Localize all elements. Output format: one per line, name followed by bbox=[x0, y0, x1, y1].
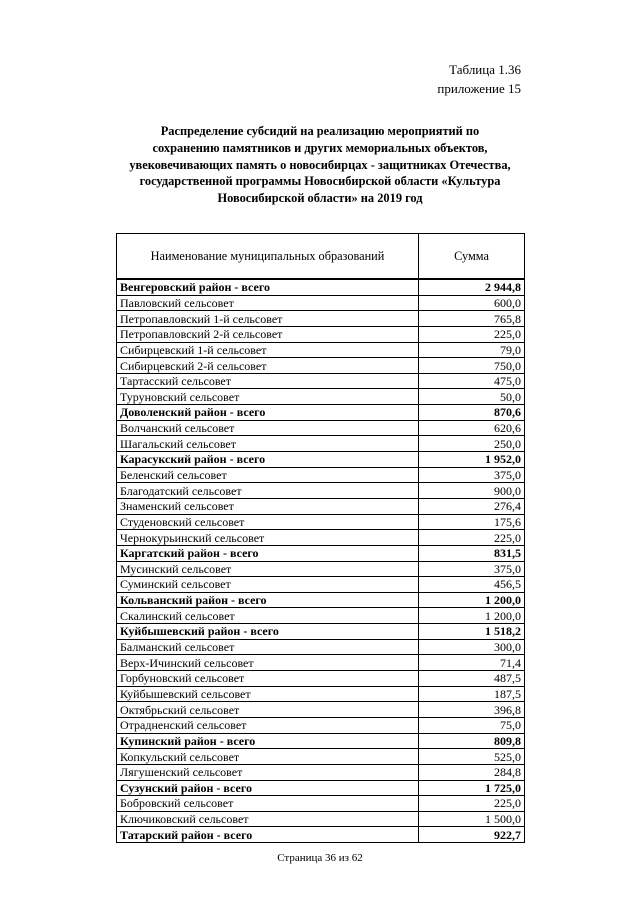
table-row bbox=[117, 295, 525, 311]
subsidy-amount: 79,0 bbox=[419, 342, 525, 358]
subsidy-amount: 300,0 bbox=[419, 639, 525, 655]
municipality-name: Горбуновский сельсовет bbox=[117, 671, 419, 687]
municipality-name: Бобровский сельсовет bbox=[117, 796, 419, 812]
subsidy-amount: 2 944,8 bbox=[419, 279, 525, 295]
subsidy-amount: 525,0 bbox=[419, 749, 525, 765]
municipality-name: Чернокурьинский сельсовет bbox=[117, 530, 419, 546]
subsidy-amount: 1 725,0 bbox=[419, 780, 525, 796]
table-row bbox=[117, 717, 525, 733]
table-row bbox=[117, 671, 525, 687]
municipality-name: Лягушенский сельсовет bbox=[117, 764, 419, 780]
subsidy-amount: 900,0 bbox=[419, 483, 525, 499]
table-row bbox=[117, 436, 525, 452]
municipality-name: Знаменский сельсовет bbox=[117, 498, 419, 514]
municipality-name: Петропавловский 1-й сельсовет bbox=[117, 311, 419, 327]
municipality-name: Суминский сельсовет bbox=[117, 577, 419, 593]
subsidy-amount: 225,0 bbox=[419, 530, 525, 546]
municipality-name: Сибирцевский 1-й сельсовет bbox=[117, 342, 419, 358]
municipality-name: Татарский район - всего bbox=[117, 827, 419, 843]
municipality-name: Волчанский сельсовет bbox=[117, 420, 419, 436]
subsidy-amount: 1 200,0 bbox=[419, 592, 525, 608]
subsidy-amount: 225,0 bbox=[419, 796, 525, 812]
municipality-name: Ключиковский сельсовет bbox=[117, 811, 419, 827]
subsidy-amount: 620,6 bbox=[419, 420, 525, 436]
document-title bbox=[100, 123, 540, 207]
title-line: Распределение субсидий на реализацию мероприятий по bbox=[160, 124, 480, 138]
subsidy-amount: 870,6 bbox=[419, 405, 525, 421]
table-row bbox=[117, 702, 525, 718]
subsidy-amount: 765,8 bbox=[419, 311, 525, 327]
table-row bbox=[117, 764, 525, 780]
municipality-name: Скалинский сельсовет bbox=[117, 608, 419, 624]
district-total-row bbox=[117, 592, 525, 608]
table-row bbox=[117, 608, 525, 624]
municipality-name: Благодатский сельсовет bbox=[117, 483, 419, 499]
table-row bbox=[117, 561, 525, 577]
subsidy-amount: 809,8 bbox=[419, 733, 525, 749]
municipality-name: Мусинский сельсовет bbox=[117, 561, 419, 577]
page-footer: Страница 36 из 62 bbox=[277, 852, 363, 864]
municipality-name: Кольванский район - всего bbox=[117, 592, 419, 608]
title-line: сохранению памятников и других мемориальных объектов, bbox=[152, 140, 488, 155]
municipality-name: Октябрьский сельсовет bbox=[117, 702, 419, 718]
subsidy-amount: 50,0 bbox=[419, 389, 525, 405]
subsidy-amount: 1 200,0 bbox=[419, 608, 525, 624]
subsidy-amount: 276,4 bbox=[419, 498, 525, 514]
district-total-row bbox=[117, 279, 525, 295]
municipality-name: Отрадненский сельсовет bbox=[117, 717, 419, 733]
district-total-row bbox=[117, 452, 525, 468]
appendix-label: приложение 15 bbox=[437, 81, 521, 96]
subsidy-amount: 396,8 bbox=[419, 702, 525, 718]
table-row bbox=[117, 655, 525, 671]
subsidy-amount: 187,5 bbox=[419, 686, 525, 702]
subsidy-amount: 487,5 bbox=[419, 671, 525, 687]
subsidy-amount: 1 518,2 bbox=[419, 624, 525, 640]
table-row bbox=[117, 514, 525, 530]
table-row bbox=[117, 639, 525, 655]
subsidy-amount: 375,0 bbox=[419, 561, 525, 577]
column-header-sum: Сумма bbox=[419, 234, 525, 280]
table-row bbox=[117, 686, 525, 702]
subsidy-amount: 71,4 bbox=[419, 655, 525, 671]
subsidy-amount: 750,0 bbox=[419, 358, 525, 374]
district-total-row bbox=[117, 780, 525, 796]
subsidy-amount: 831,5 bbox=[419, 545, 525, 561]
municipality-name: Сибирцевский 2-й сельсовет bbox=[117, 358, 419, 374]
subsidy-table bbox=[116, 233, 525, 843]
table-row bbox=[117, 389, 525, 405]
subsidy-amount: 1 952,0 bbox=[419, 452, 525, 468]
subsidy-amount: 225,0 bbox=[419, 326, 525, 342]
municipality-name: Туруновский сельсовет bbox=[117, 389, 419, 405]
municipality-name: Купинский район - всего bbox=[117, 733, 419, 749]
district-total-row bbox=[117, 405, 525, 421]
municipality-name: Павловский сельсовет bbox=[117, 295, 419, 311]
municipality-name: Каргатский район - всего bbox=[117, 545, 419, 561]
municipality-name: Куйбышевский сельсовет bbox=[117, 686, 419, 702]
municipality-name: Студеновский сельсовет bbox=[117, 514, 419, 530]
subsidy-amount: 75,0 bbox=[419, 717, 525, 733]
table-row bbox=[117, 358, 525, 374]
column-header-name: Наименование муниципальных образований bbox=[117, 234, 419, 280]
municipality-name: Доволенский район - всего bbox=[117, 405, 419, 421]
municipality-name: Шагальский сельсовет bbox=[117, 436, 419, 452]
municipality-name: Балманский сельсовет bbox=[117, 639, 419, 655]
subsidy-amount: 1 500,0 bbox=[419, 811, 525, 827]
subsidy-amount: 456,5 bbox=[419, 577, 525, 593]
municipality-name: Венгеровский район - всего bbox=[117, 279, 419, 295]
table-row bbox=[117, 420, 525, 436]
table-row bbox=[117, 373, 525, 389]
municipality-name: Беленский сельсовет bbox=[117, 467, 419, 483]
district-total-row bbox=[117, 545, 525, 561]
table-row bbox=[117, 311, 525, 327]
subsidy-amount: 475,0 bbox=[419, 373, 525, 389]
subsidy-amount: 600,0 bbox=[419, 295, 525, 311]
subsidy-amount: 175,6 bbox=[419, 514, 525, 530]
municipality-name: Копкульский сельсовет bbox=[117, 749, 419, 765]
municipality-name: Петропавловский 2-й сельсовет bbox=[117, 326, 419, 342]
table-row bbox=[117, 483, 525, 499]
district-total-row bbox=[117, 624, 525, 640]
district-total-row bbox=[117, 733, 525, 749]
municipality-name: Карасукский район - всего bbox=[117, 452, 419, 468]
table-row bbox=[117, 530, 525, 546]
municipality-name: Верх-Ичинский сельсовет bbox=[117, 655, 419, 671]
municipality-name: Сузунский район - всего bbox=[117, 780, 419, 796]
table-row bbox=[117, 498, 525, 514]
table-row bbox=[117, 467, 525, 483]
subsidy-amount: 250,0 bbox=[419, 436, 525, 452]
table-row bbox=[117, 577, 525, 593]
table-number: Таблица 1.36 bbox=[449, 62, 521, 77]
district-total-row bbox=[117, 827, 525, 843]
title-line: Новосибирской области» на 2019 год bbox=[217, 191, 423, 206]
table-row bbox=[117, 796, 525, 812]
table-header-row bbox=[117, 234, 525, 280]
table-row bbox=[117, 811, 525, 827]
municipality-name: Тартасский сельсовет bbox=[117, 373, 419, 389]
municipality-name: Куйбышевский район - всего bbox=[117, 624, 419, 640]
table-row bbox=[117, 326, 525, 342]
table-row bbox=[117, 749, 525, 765]
subsidy-amount: 375,0 bbox=[419, 467, 525, 483]
title-line: увековечивающих память о новосибирцах - защитниках Отечества, bbox=[129, 157, 511, 172]
table-row bbox=[117, 342, 525, 358]
subsidy-amount: 922,7 bbox=[419, 827, 525, 843]
subsidy-amount: 284,8 bbox=[419, 764, 525, 780]
title-line: государственной программы Новосибирской области «Культура bbox=[139, 174, 501, 189]
